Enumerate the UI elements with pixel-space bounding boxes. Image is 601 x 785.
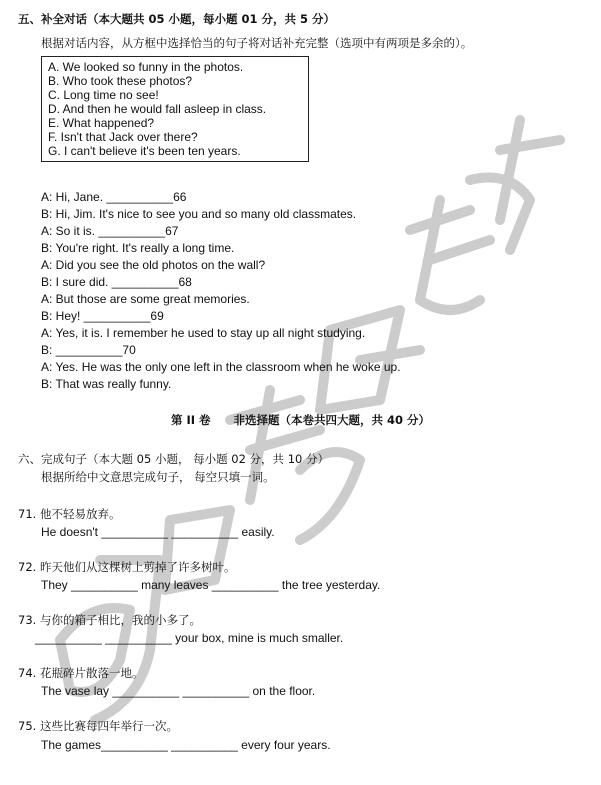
- option-d: D. And then he would fall asleep in class.: [48, 102, 267, 116]
- option-b: B. Who took these photos?: [48, 74, 193, 88]
- item-71-en: He doesn't __________ __________ easily.: [41, 525, 275, 539]
- item-72-cn: 72. 昨天他们从这棵树上剪掉了许多树叶。: [18, 560, 236, 574]
- item-71-cn: 71. 他不轻易放弃。: [18, 507, 121, 521]
- dialogue-line-11: A: Yes. He was the only one left in the classroom when he woke up.: [41, 360, 401, 374]
- dialogue-line-3: A: So it is. __________67: [41, 224, 179, 238]
- option-f: F. Isn't that Jack over there?: [48, 130, 198, 144]
- section5-heading: 五、补全对话（本大题共 05 小题，每小题 01 分，共 5 分）: [18, 12, 336, 26]
- dialogue-line-1: A: Hi, Jane. __________66: [41, 190, 187, 204]
- item-73-cn: 73. 与你的箱子相比，我的小多了。: [18, 613, 201, 627]
- section5-instruction: 根据对话内容，从方框中选择恰当的句子将对话补充完整（选项中有两项是多余的）。: [41, 36, 473, 50]
- item-73-en: __________ __________ your box, mine is much smaller.: [35, 631, 344, 645]
- option-c: C. Long time no see!: [48, 88, 159, 102]
- options-box: [41, 56, 309, 162]
- section6-heading: 六、完成句子（本大题 05 小题， 每小题 02 分，共 10 分）: [18, 452, 329, 466]
- dialogue-line-10: B: __________70: [41, 343, 136, 357]
- item-75-en: The games__________ __________ every four years.: [41, 738, 331, 752]
- dialogue-line-7: A: But those are some great memories.: [41, 292, 250, 306]
- item-75-cn: 75. 这些比赛每四年举行一次。: [18, 719, 178, 733]
- dialogue-line-6: B: I sure did. __________68: [41, 275, 192, 289]
- dialogue-line-8: B: Hey! __________69: [41, 309, 164, 323]
- dialogue-line-9: A: Yes, it is. I remember he used to stay up all night studying.: [41, 326, 366, 340]
- item-72-en: They __________ many leaves __________ the tree yesterday.: [41, 578, 381, 592]
- dialogue-line-5: A: Did you see the old photos on the wall?: [41, 258, 266, 272]
- dialogue-line-12: B: That was really funny.: [41, 377, 172, 391]
- option-e: E. What happened?: [48, 116, 155, 130]
- item-74-cn: 74. 花瓶碎片散落一地。: [18, 666, 144, 680]
- option-g: G. I can't believe it's been ten years.: [48, 144, 241, 158]
- part2-title: 第 II 卷 非选择题（本卷共四大题，共 40 分）: [170, 413, 431, 427]
- option-a: A. We looked so funny in the photos.: [48, 60, 244, 74]
- section6-instruction: 根据所给中文意思完成句子， 每空只填一词。: [41, 470, 275, 484]
- item-74-en: The vase lay __________ __________ on the floor.: [41, 684, 316, 698]
- dialogue-line-4: B: You're right. It's really a long time.: [41, 241, 235, 255]
- dialogue-line-2: B: Hi, Jim. It's nice to see you and so many old classmates.: [41, 207, 357, 221]
